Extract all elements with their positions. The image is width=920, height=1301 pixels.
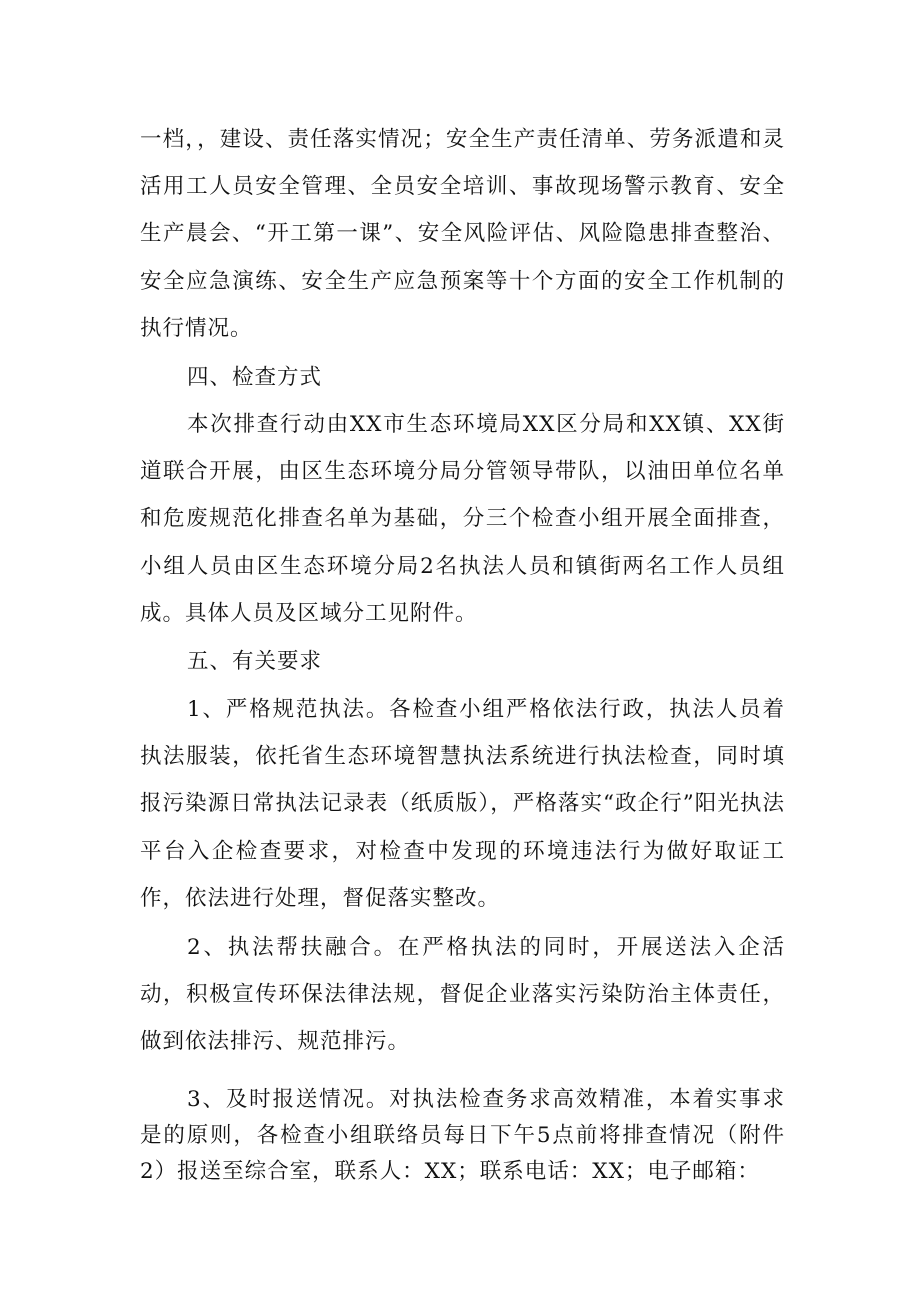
section-heading-requirements: 五、有关要求 <box>187 649 323 674</box>
paragraph-inspection-method: 本次排查行动由XX市生态环境局XX区分局和XX镇、XX街道联合开展，由区生态环境分局分管领导带队，以油田单位名单和危废规范化排查名单为基础，分三个检查小组开展全面排查，小组人员由区生态环境分局2名执法人员和镇街两名工作人员组成。具体人员及区域分工见附件。 <box>140 412 785 626</box>
section-heading-inspection-method: 四、检查方式 <box>187 365 323 390</box>
paragraph-safety-mechanisms: 一档，，建设、责任落实情况；安全生产责任清单、劳务派遣和灵活用工人员安全管理、全员安全培训、事故现场警示教育、安全生产晨会、“开工第一课”、安全风险评估、风险隐患排查整治、安全应急演练、安全生产应急预案等十个方面的安全工作机制的执行情况。 <box>140 127 785 341</box>
paragraph-requirement-1: 1、严格规范执法。各检查小组严格依法行政，执法人员着执法服装，依托省生态环境智慧执法系统进行执法检查，同时填报污染源日常执法记录表（纸质版），严格落实“政企行”阳光执法平台入企检查要求，对检查中发现的环境违法行为做好取证工作，依法进行处理，督促落实整改。 <box>140 697 785 911</box>
paragraph-requirement-3: 3、及时报送情况。对执法检查务求高效精准，本着实事求是的原则，各检查小组联络员每日下午5点前将排查情况（附件2）报送至综合室，联系人：XX；联系电话：XX；电子邮箱： <box>140 1087 785 1184</box>
paragraph-requirement-2: 2、执法帮扶融合。在严格执法的同时，开展送法入企活动，积极宣传环保法律法规，督促企业落实污染防治主体责任，做到依法排污、规范排污。 <box>140 935 785 1055</box>
